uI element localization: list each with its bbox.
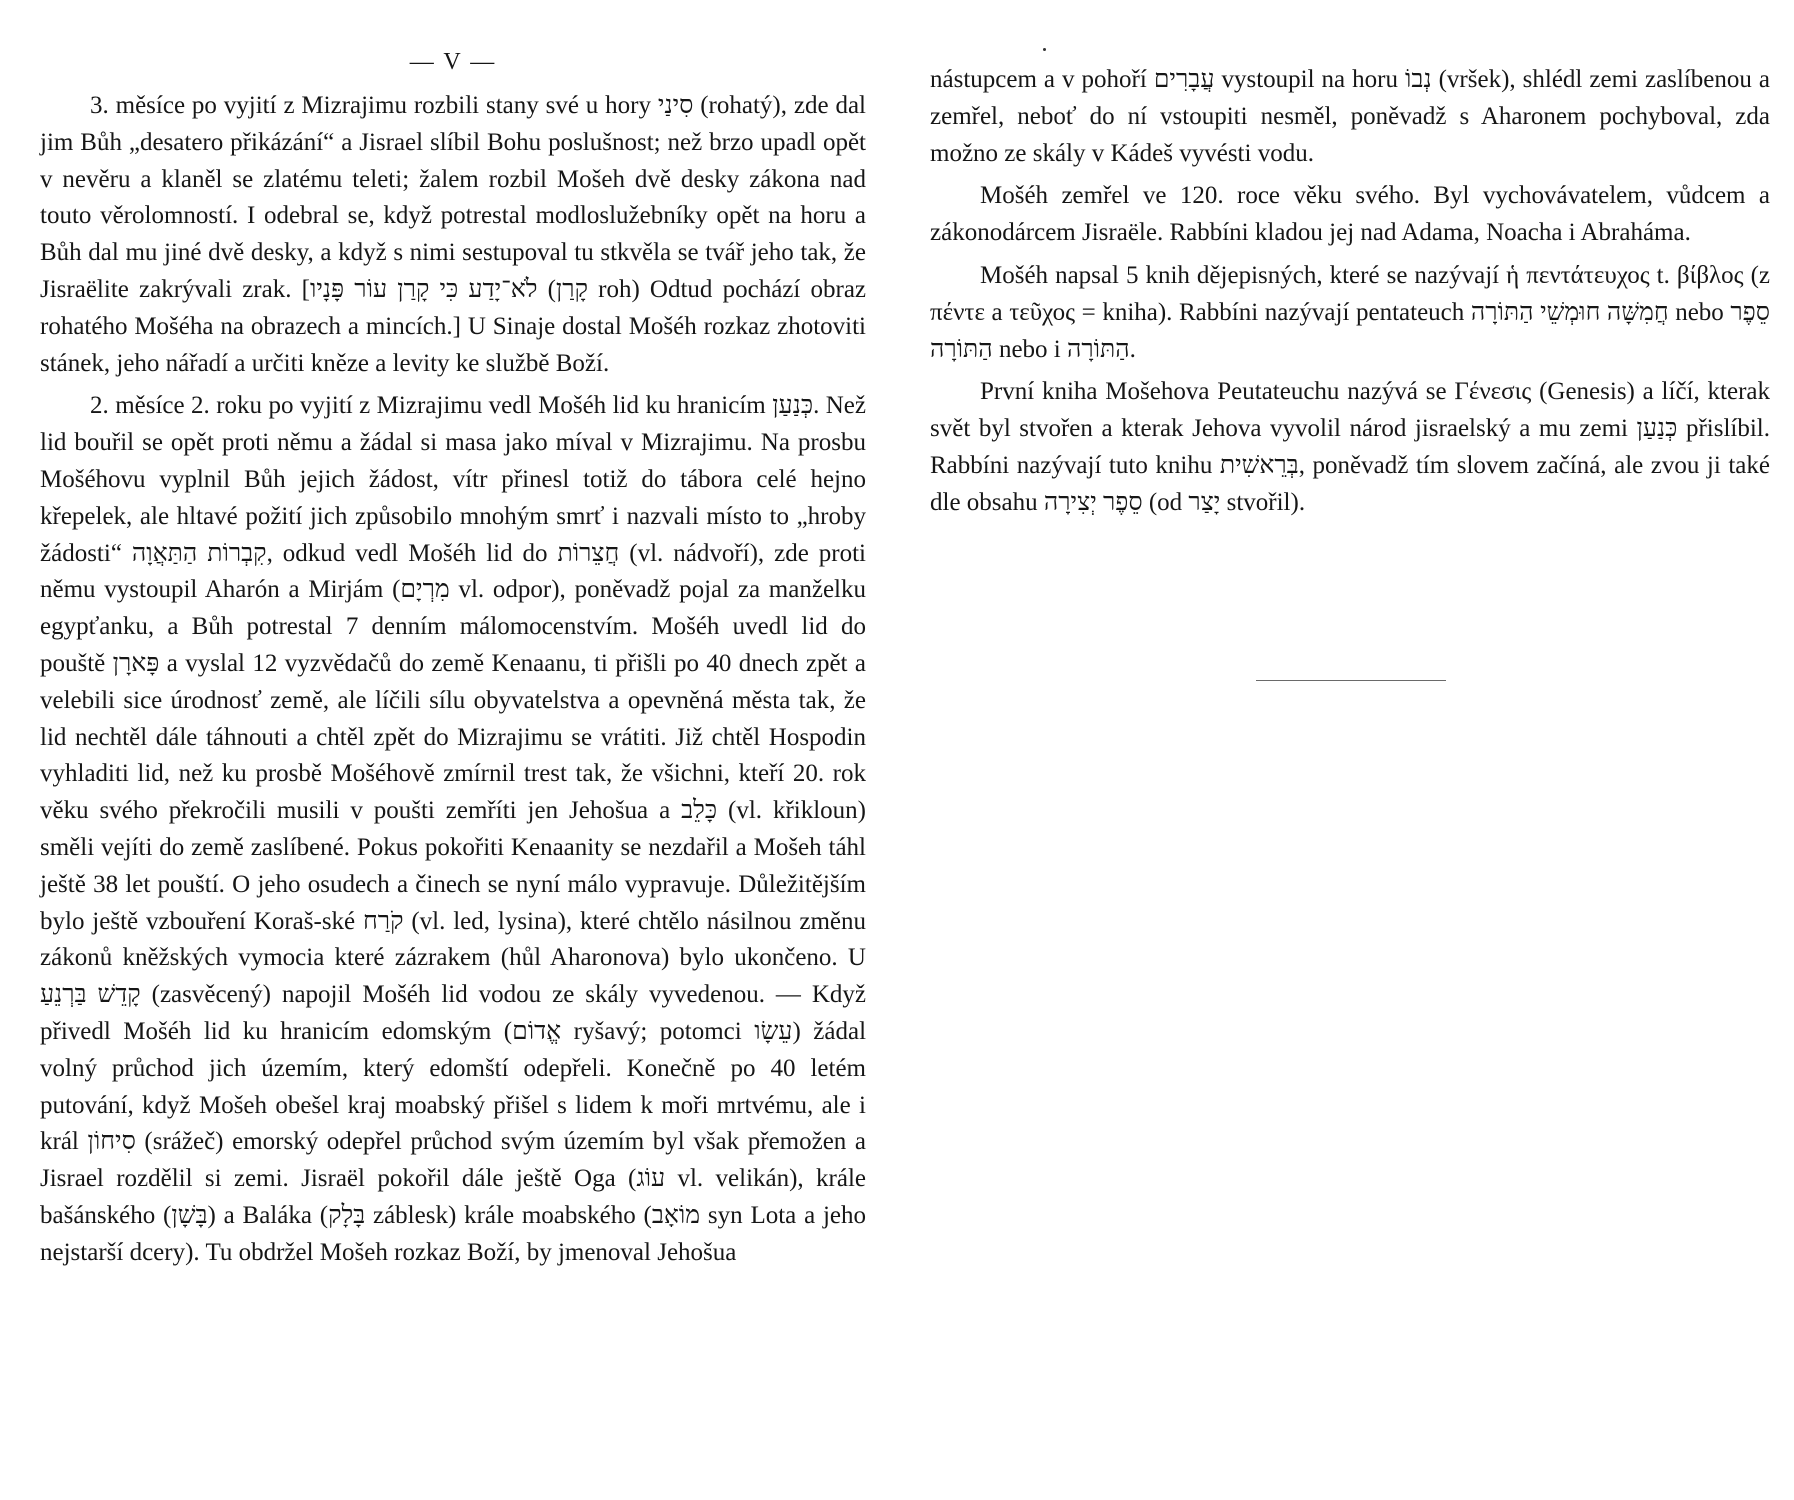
paragraph-death-of-moses: nástupcem a v pohoří עֲבָרִים vystoupil na horu נְבוֹ (vršek), shlédl zemi zaslíbenou a zemřel, neboť do ní vstoupiti nesměl, poněvadž s Aharonem pochyboval, zda možno ze skály v Kádeš vyvésti vodu. (930, 66, 1770, 167)
paragraph-wandering: 2. měsíce 2. roku po vyjití z Mizrajimu vedl Mošéh lid ku hranicím כְּנַעַן. Než lid bouřil se opět proti němu a žádal si masa jako míval v Mizrajimu. Na prosbu Mošéhovu vyplnil Bůh jejich žádost, vítr přinesl totiž do tábora celé hejno křepelek, ale hltavé požití jich způsobilo mnohým smrť i nazvali místo to „hroby žádosti“ קִבְרוֹת הַתַּאֲוָה, odkud vedl Mošéh lid do חֲצֵרוֹת (vl. nádvoří), zde proti němu vystoupil Aharón a Mirjám (מִרְיָם vl. odpor), poněvadž pojal za manželku egypťanku, a Bůh potrestal 7 denním málomocenstvím. Mošéh uvedl lid do pouště פָּארָן a vyslal 12 vyzvědačů do země Kenaanu, ti přišli po 40 dnech zpět a velebili sice úrodnosť země, ale líčili sílu obyvatelstva a opevněná města tak, že lid nechtěl dále táhnouti a chtěl zpět do Mizrajimu se vrátiti. Již chtěl Hospodin vyhladiti lid, než ku prosbě Mošéhově zmírnil trest tak, že všichni, kteří 20. rok věku svého překročili musili v poušti zemříti jen Jehošua a כָּלֵב (vl. křikloun) směli vejíti do země zaslíbené. Pokus pokořiti Kenaanity se nezdařil a Mošeh táhl ještě 38 let pouští. O jeho osudech a činech se nyní málo vypravuje. Důležitějším bylo ještě vzbouření Koraš-ské קֹרַח (vl. led, lysina), které chtělo násilnou změnu zákonů kněžských vymocia které zázrakem (hůl Aharonova) bylo ukončeno. U קָדֵשׁ בַּרְנֵעַ (zasvěcený) napojil Mošéh lid vodou ze skály vyvedenou. — Když přivedl Mošéh lid ku hranicím edomským (אֱדוֹם ryšavý; potomci עֵשָׂו) žádal volný průchod jich územím, který edomští odepřeli. Konečně po 40 letém putování, když Mošeh obešel kraj moabský přišel s lidem k moři mrtvému, ale i král סִיחוֹן (srážeč) emorský odepřel průchod svým územím byl však přemožen a Jisrael rozdělil si zemi. Jisraël pokořil dále ještě Oga (עוֹג vl. velikán), krále bašánského (בָּשָׁן) a Baláka (בָּלָק záblesk) krále moabského (מוֹאָב syn Lota a jeho nejstarší dcery). Tu obdržel Mošeh rozkaz Boží, by jmenoval Jehošua (40, 392, 867, 1266)
section-divider (1256, 680, 1446, 681)
paragraph-genesis: První kniha Mošehova Peutateuchu nazývá se Γένεσις (Genesis) a líčí, kterak svět byl stvořen a kterak Jehova vyvolil národ jisraelský a mu zemi כְּנַעַן přislíbil. Rabbíni nazývají tuto knihu בְּרֵאשִׁית, poněvadž tím slovem začíná, ale zvou ji také dle obsahu סֵפֶר יְצִירָה (od יָצַר stvořil). (930, 378, 1770, 516)
paragraph-pentateuch: Mošéh napsal 5 knih dějepisných, které se nazývají ἡ πεντάτευχος t. βίβλος (z πέντε a τεῦχος = kniha). Rabbíni nazývají pentateuch חֲמִשָּׁה חוּמְשֵׁי הַתּוֹרָה nebo סֵפֶר הַתּוֹרָה nebo i הַתּוֹרָה. (930, 261, 1770, 363)
page-number: — V — (409, 49, 497, 75)
right-page (930, 0, 1770, 522)
decorative-dot (1043, 48, 1046, 51)
paragraph-age: Mošéh zemřel ve 120. roce věku svého. Byl vychovávatelem, vůdcem a zákonodárcem Jisraële. Rabbíni kladou jej nad Adama, Noacha i Abraháma. (930, 182, 1770, 247)
paragraph-sinai: 3. měsíce po vyjití z Mizrajimu rozbili stany své u hory סִינַי (rohatý), zde dal jim Bůh „desatero přikázání“ a Jisrael slíbil Bohu poslušnost; než brzo upadl opět v nevěru a klaněl se zlatému teleti; žalem rozbil Mošeh dvě desky zákona nad touto věrolomností. I odebral se, když potrestal modloslužebníky opět na horu a Bůh dal mu jiné dvě desky, a když s nimi sestupoval tu stkvěla se tvář jeho tak, že Jisraëlite zakrývali zrak. [לֹא־יָדַע כִּי קָרַן עוֹר פָּנָיו (קָרַן roh) Odtud pochází obraz rohatého Mošéha na obrazech a mincích.] U Sinaje dostal Mošéh rozkaz zhotoviti stánek, jeho nářadí a určiti kněze a levity ke službě Boží. (40, 92, 867, 377)
left-page (40, 0, 866, 1272)
